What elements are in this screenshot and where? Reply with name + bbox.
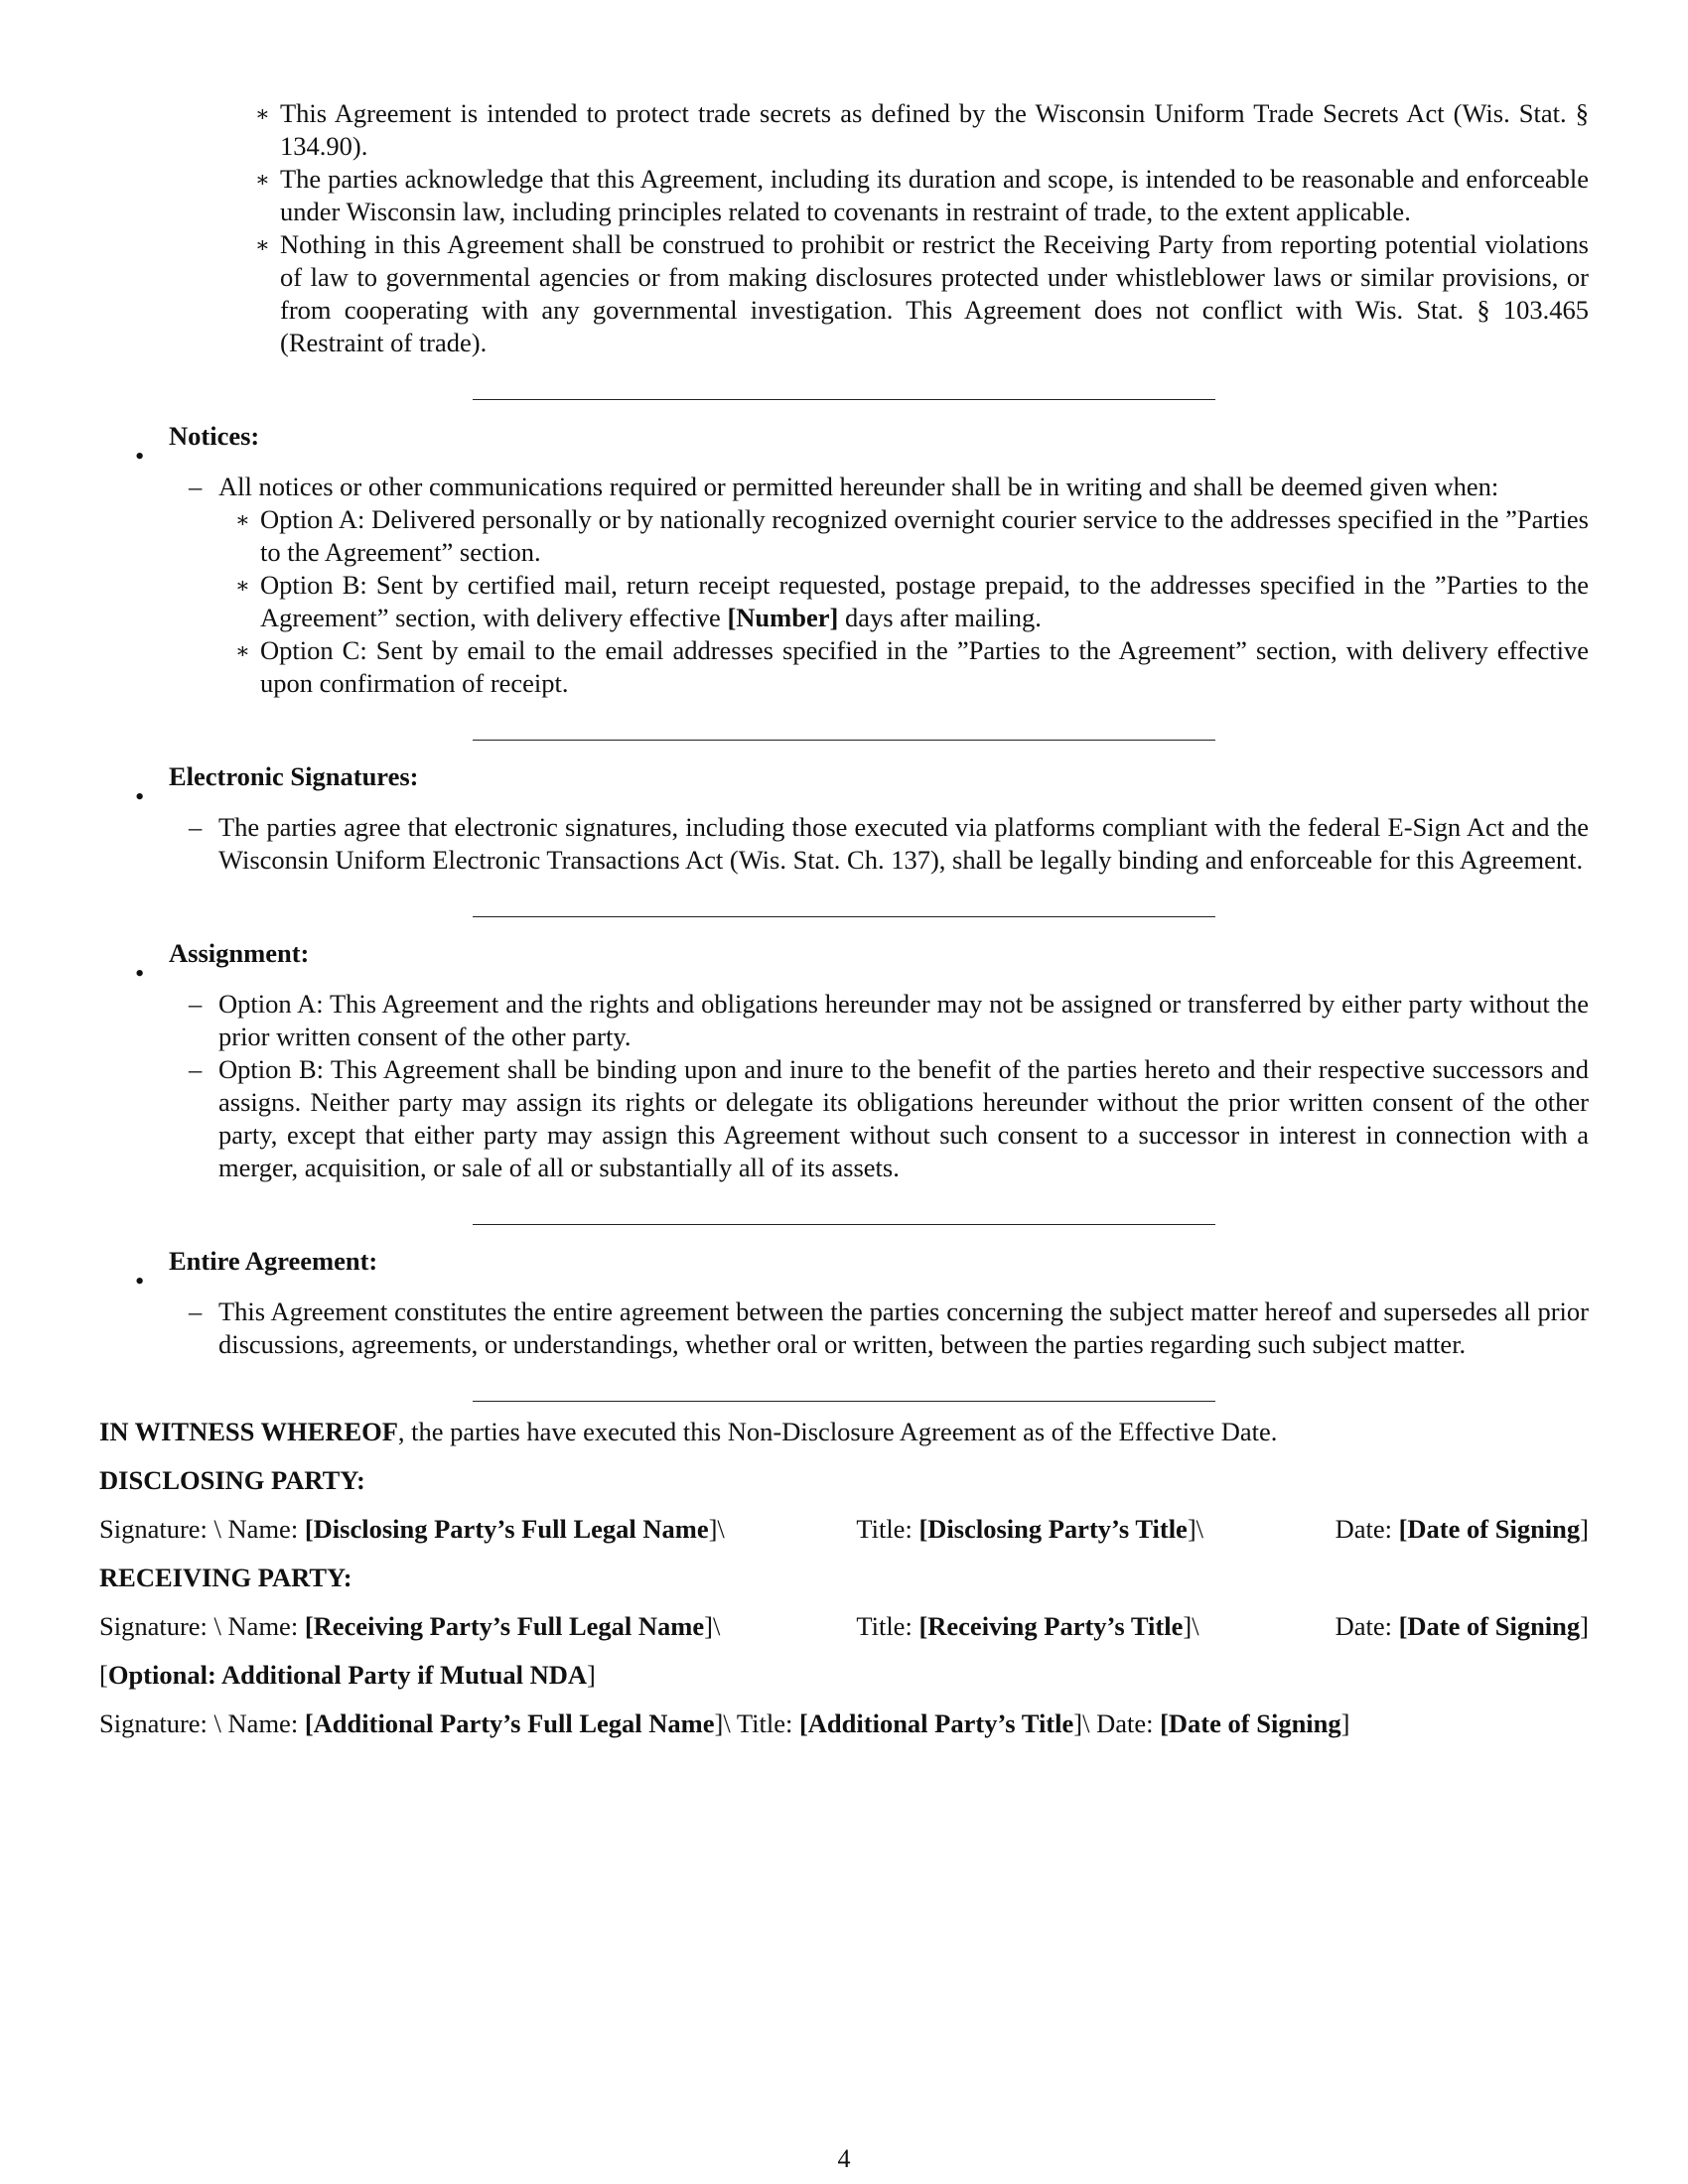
section-assignment: • Assignment: – Option A: This Agreement and the rights and obligations hereunder may not be assigned or transferred by either party without the prior written consent of the other party. – Option B: This Agreement shall be binding upon and inure to the benefit of the parties hereto and their respective successors and assigns. Neither party may assign its rights or delegate its obligations hereunder without the prior written consent of the other party, except that either party may assign this Agreement without such consent to a successor in interest in connection with a merger, acquisition, or sale of all or substantially all of its assets.: [135, 938, 1589, 1182]
section-heading: Notices:: [169, 421, 260, 451]
list-item: – The parties agree that electronic signatures, including those executed via platforms compliant with the federal E-Sign Act and the Wisconsin Uniform Electronic Transactions Act (Wis. Stat. Ch. 137), shall be legally binding and enforceable for this Agreement.: [189, 812, 1589, 875]
disclosing-signature-line: Signature: \ Name: [Disclosing Party’s Full Legal Name]\ Title: [Disclosing Party’s Title]\ Date: [Date of Signing]: [99, 1514, 1589, 1544]
disclosing-party-heading: DISCLOSING PARTY:: [99, 1465, 365, 1495]
sections-list: [99, 420, 1589, 700]
list-item: ∗ Nothing in this Agreement shall be construed to prohibit or restrict the Receiving Party from reporting potential violations of law to governmental agencies or from making disclosures protected under whistleblower laws or similar provisions, or from cooperating with any governmental investigation. This Agreement does not conflict with Wis. Stat. § 103.465 (Restraint of trade).: [255, 229, 1589, 357]
top-subitems: [228, 97, 1589, 359]
section-electronic-signatures: • Electronic Signatures: – The parties agree that electronic signatures, including those executed via platforms compliant with the federal E-Sign Act and the Wisconsin Uniform Electronic Transactions Act (Wis. Stat. Ch. 137), shall be legally binding and enforceable for this Agreement.: [135, 761, 1589, 875]
additional-title: Additional Party’s Title: [807, 1708, 1074, 1738]
section-notices: • Notices: – All notices or other communications required or permitted hereunder shall be in writing and shall be deemed given when: ∗ Option A: Delivered personally or by nationally recognized overnight courier service to the addresses specified in the ”Parties to the Agreement” section. ∗ Option B: Sent by certified mail, return receipt requested, postage prepaid, to the addresses specified in the ”Parties to the Agreement” section, with delivery effective [Number] days after mailing. ∗ Option C: Sent by email to the email addresses specified in the ”Parties to the Agreement” section, with delivery effective upon confirmation of receipt.: [135, 421, 1589, 698]
section-divider: [473, 1401, 1215, 1402]
list-item: ∗ Option B: Sent by certified mail, return receipt requested, postage prepaid, to the addresses specified in the ”Parties to the Agreement” section, with delivery effective [Number] days after mailing.: [235, 570, 1589, 632]
list-item: – Option B: This Agreement shall be binding upon and inure to the benefit of the parties hereto and their respective successors and assigns. Neither party may assign its rights or delegate its obligations hereunder without the prior written consent of the other party, except that either party may assign this Agreement without such consent to a successor in interest in connection with a merger, acquisition, or sale of all or substantially all of its assets.: [189, 1054, 1589, 1182]
page-number: 4: [837, 2144, 851, 2173]
section-heading: Entire Agreement:: [169, 1246, 378, 1276]
list-item: ∗ The parties acknowledge that this Agreement, including its duration and scope, is intended to be reasonable and enforceable under Wisconsin law, including principles related to covenants in restraint of trade, to the extent applicable.: [255, 164, 1589, 226]
section-heading: Assignment:: [169, 938, 310, 968]
section-divider: [473, 1224, 1215, 1225]
list-item: ∗ Option C: Sent by email to the email addresses specified in the ”Parties to the Agreement” section, with delivery effective upon confirmation of receipt.: [235, 635, 1589, 698]
additional-name: Additional Party’s Full Legal Name: [313, 1708, 715, 1738]
section-divider: [473, 916, 1215, 917]
additional-date: Date of Signing: [1168, 1708, 1341, 1738]
list-item: – Option A: This Agreement and the rights and obligations hereunder may not be assigned or transferred by either party without the prior written consent of the other party.: [189, 989, 1589, 1051]
additional-signature-line: Signature: \ Name: [Additional Party’s Full Legal Name]\ Title: [Additional Party’s Title]\ Date: [Date of Signing]: [99, 1708, 1350, 1738]
section-divider: [473, 740, 1215, 741]
document-page: [99, 97, 1589, 1740]
section-divider: [473, 399, 1215, 400]
receiving-title: Receiving Party’s Title: [927, 1611, 1184, 1641]
list-item: – This Agreement constitutes the entire agreement between the parties concerning the subject matter hereof and supersedes all prior discussions, agreements, or understandings, whether oral or written, between the parties regarding such subject matter.: [189, 1297, 1589, 1359]
witness-clause: IN WITNESS WHEREOF, the parties have executed this Non-Disclosure Agreement as of the Effective Date.: [99, 1417, 1278, 1446]
additional-party-heading: [Optional: Additional Party if Mutual NDA]: [99, 1660, 596, 1690]
disclosing-date: Date of Signing: [1407, 1514, 1581, 1544]
number-placeholder: [Number]: [727, 603, 839, 632]
list-item: ∗ Option A: Delivered personally or by nationally recognized overnight courier service to the addresses specified in the ”Parties to the Agreement” section.: [235, 504, 1589, 567]
receiving-party-heading: RECEIVING PARTY:: [99, 1563, 352, 1592]
section-heading: Electronic Signatures:: [169, 761, 419, 791]
list-item: – All notices or other communications required or permitted hereunder shall be in writing and shall be deemed given when: ∗ Option A: Delivered personally or by nationally recognized overnight courier service to the addresses specified in the ”Parties to the Agreement” section. ∗ Option B: Sent by certified mail, return receipt requested, postage prepaid, to the addresses specified in the ”Parties to the Agreement” section, with delivery effective [Number] days after mailing. ∗ Option C: Sent by email to the email addresses specified in the ”Parties to the Agreement” section, with delivery effective upon confirmation of receipt.: [189, 472, 1589, 698]
disclosing-name: Disclosing Party’s Full Legal Name: [313, 1514, 709, 1544]
receiving-date: Date of Signing: [1407, 1611, 1581, 1641]
receiving-name: Receiving Party’s Full Legal Name: [313, 1611, 705, 1641]
receiving-signature-line: Signature: \ Name: [Receiving Party’s Full Legal Name]\ Title: [Receiving Party’s Title]\ Date: [Date of Signing]: [99, 1611, 1589, 1641]
list-item: ∗ This Agreement is intended to protect trade secrets as defined by the Wisconsin Uniform Trade Secrets Act (Wis. Stat. § 134.90).: [255, 98, 1589, 161]
disclosing-title: Disclosing Party’s Title: [927, 1514, 1188, 1544]
section-entire-agreement: • Entire Agreement: – This Agreement constitutes the entire agreement between the parties concerning the subject matter hereof and supersedes all prior discussions, agreements, or understandings, whether oral or written, between the parties regarding such subject matter.: [135, 1246, 1589, 1359]
